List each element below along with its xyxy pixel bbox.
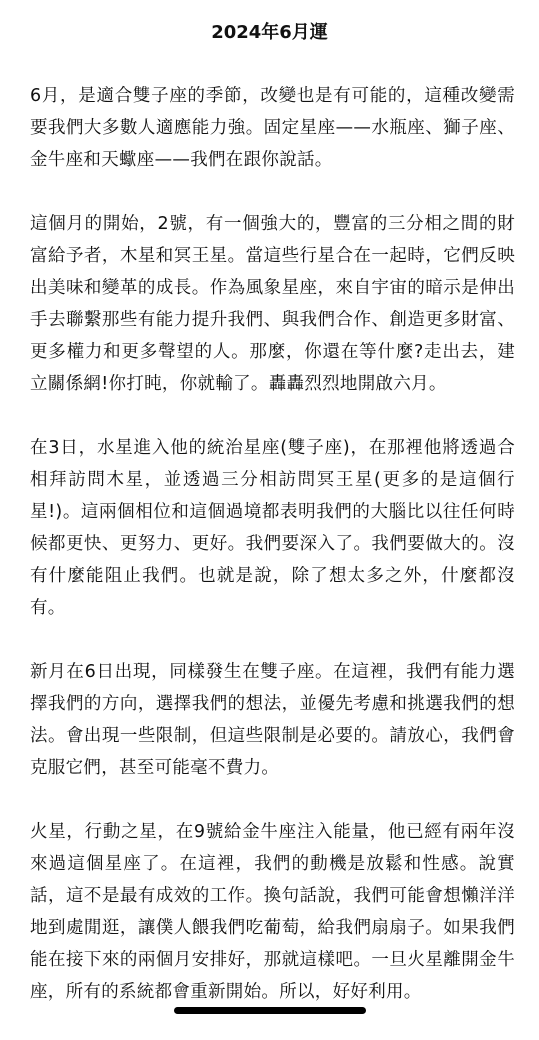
paragraph-mars: 火星，行動之星，在9號給金牛座注入能量，他已經有兩年沒來過這個星座了。在這裡，我們的動機是放鬆和性感。說實話，這不是最有成效的工作。換句話說，我們可能會想懶洋洋地到處閒逛，讓僕人餵我們吃葡萄，給我們扇扇子。如果我們能在接下來的兩個月安排好，那就這樣吧。一旦火星離開金牛座，所有的系統都會重新開始。所以，好好利用。 (30, 822, 515, 1002)
paragraph-new-moon: 新月在6日出現，同樣發生在雙子座。在這裡，我們有能力選擇我們的方向，選擇我們的想法，並優先考慮和挑選我們的想法。會出現一些限制，但這些限制是必要的。請放心，我們會克服它們，甚至可能毫不費力。 (30, 662, 515, 778)
home-indicator[interactable] (174, 1007, 366, 1014)
paragraph-jupiter-pluto: 這個月的開始，2號，有一個強大的，豐富的三分相之間的財富給予者，木星和冥王星。當這些行星合在一起時，它們反映出美味和變革的成長。作為風象星座，來自宇宙的暗示是伸出手去聯繫那些有能力提升我們、與我們合作、創造更多財富、更多權力和更多聲望的人。那麼，你還在等什麼?走出去，建立關係網!你打盹，你就輸了。轟轟烈烈地開啟六月。 (30, 214, 515, 394)
paragraph-mercury: 在3日，水星進入他的統治星座(雙子座)，在那裡他將透過合相拜訪問木星，並透過三分相訪問冥王星(更多的是這個行星!)。這兩個相位和這個過境都表明我們的大腦比以往任何時候都更快、更努力、更好。我們要深入了。我們要做大的。沒有什麼能阻止我們。也就是說，除了想太多之外，什麼都沒有。 (30, 438, 515, 618)
page-title: 2024年6月運 (211, 22, 328, 43)
paragraph-intro: 6月，是適合雙子座的季節，改變也是有可能的，這種改變需要我們大多數人適應能力強。固定星座——水瓶座、獅子座、金牛座和天蠍座——我們在跟你說話。 (30, 86, 515, 170)
article-body (30, 80, 515, 1040)
